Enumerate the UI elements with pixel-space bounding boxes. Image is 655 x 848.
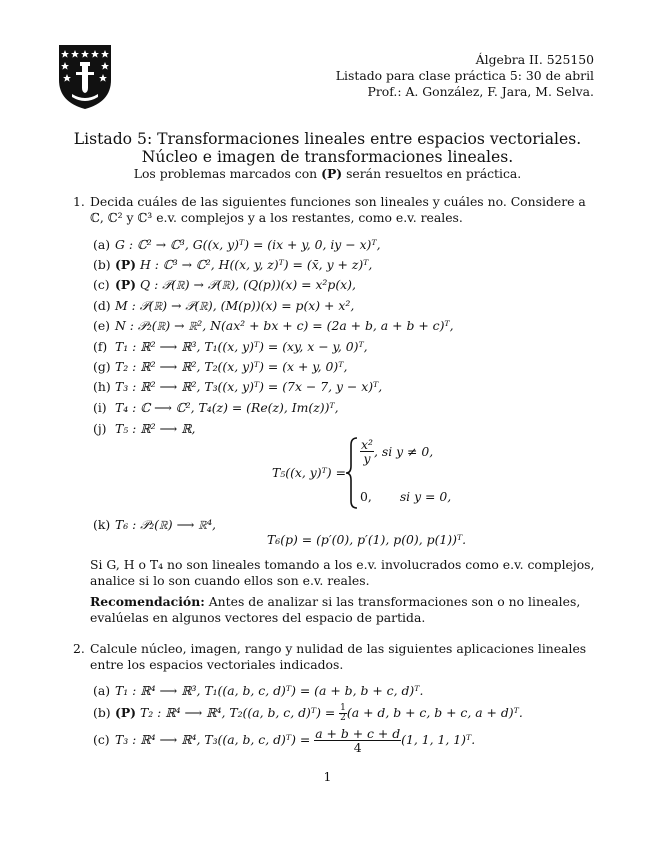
title-line-2: Núcleo e imagen de transformaciones lineales. [141, 148, 514, 166]
p1-item-h: (h) T₃ : ℝ² ⟶ ℝ², T₃((x, y)ᵀ) = (7x − 7, y − x)ᵀ, [93, 379, 383, 394]
p1-item-g: (g) T₂ : ℝ² ⟶ ℝ², T₂((x, y)ᵀ) = (x + y, 0)ᵀ, [93, 359, 348, 374]
p1-item-e: (e) N : 𝒫₂(ℝ) → ℝ², N(ax² + bx + c) = (2a + b, a + b + c)ᵀ, [93, 318, 454, 333]
university-crest-logo [58, 44, 112, 110]
p1-item-k: (k) T₆ : 𝒫₂(ℝ) ⟶ ℝ⁴, [93, 517, 216, 532]
problem-1-intro: Decida cuáles de las siguientes funciones son lineales y cuáles no. Considere a ℂ, ℂ² y ℂ³ e.v. complejos y a los restantes, como e.v. reales. [90, 194, 586, 225]
course-header [336, 52, 594, 100]
page-number: 1 [323, 769, 332, 784]
p1-item-f: (f) T₁ : ℝ² ⟶ ℝ³, T₁((x, y)ᵀ) = (xy, x − y, 0)ᵀ, [93, 339, 368, 354]
problem-1-note: Si G, H o T₄ no son lineales tomando a los e.v. involucrados como e.v. complejos, analice si lo son cuando ellos son e.v. reales. [90, 557, 595, 588]
title-line-3: Los problemas marcados con (P) serán resueltos en práctica. [133, 166, 522, 181]
p2-item-a: (a) T₁ : ℝ⁴ ⟶ ℝ³, T₁((a, b, c, d)ᵀ) = (a + b, b + c, d)ᵀ. [93, 683, 424, 698]
p1-item-a: (a) G : ℂ² → ℂ³, G((x, y)ᵀ) = (ix + y, 0, iy − x)ᵀ, [93, 237, 381, 252]
p1-item-i: (i) T₄ : ℂ ⟶ ℂ², T₄(z) = (Re(z), Im(z))ᵀ, [93, 400, 339, 415]
t5-case-2: 0, si y = 0, [360, 489, 452, 504]
t5-lhs: T₅((x, y)ᵀ) = [272, 465, 346, 480]
session-info: Listado para clase práctica 5: 30 de abril [335, 68, 594, 83]
p2-item-c: (c) T₃ : ℝ⁴ ⟶ ℝ⁴, T₃((a, b, c, d)ᵀ) = $\frac{a + b + c + d}{4}$ (1, 1, 1, 1)ᵀ. [93, 726, 476, 755]
professors: Prof.: A. González, F. Jara, M. Selva. [367, 84, 594, 99]
average-fraction: $\frac{a + b + c + d}{4}$ [315, 726, 401, 755]
problem-1-number: 1. [73, 194, 85, 209]
piecewise-brace [345, 437, 359, 509]
t5-fraction: $\frac{\text{x²}}{y}$ [361, 437, 373, 466]
problem-2-number: 2. [73, 641, 85, 656]
t6-formula: T₆(p) = (p′(0), p′(1), p(0), p(1))ᵀ. [267, 532, 467, 547]
problem-2-intro: Calcule núcleo, imagen, rango y nulidad de las siguientes aplicaciones lineales entre los espacios vectoriales indicados. [90, 641, 587, 672]
p1-item-b: (b) (P) H : ℂ³ → ℂ², H((x, y, z)ᵀ) = (x̄, y + z)ᵀ, [93, 257, 373, 272]
p2-item-b: (b) (P) T₂ : ℝ⁴ ⟶ ℝ⁴, T₂((a, b, c, d)ᵀ) = $\frac{1}{2}$ (a + d, b + c, b + c, a + d)ᵀ. [93, 703, 523, 723]
p1-item-c: (c) (P) Q : 𝒫(ℝ) → 𝒫(ℝ), (Q(p))(x) = x²p(x), [93, 277, 356, 292]
recommendation: Recomendación: Antes de analizar si las transformaciones son o no lineales, evalúelas en algunos vectores del espacio de partida. [90, 594, 581, 625]
p1-item-d: (d) M : 𝒫(ℝ) → 𝒫(ℝ), (M(p))(x) = p(x) + x², [93, 298, 355, 313]
practice-mark: (P) [321, 166, 343, 181]
course-name: Álgebra II. 525150 [475, 52, 594, 67]
title-line-1: Listado 5: Transformaciones lineales entre espacios vectoriales. [73, 130, 582, 148]
p1-item-j: (j) T₅ : ℝ² ⟶ ℝ, [93, 421, 196, 436]
half-fraction: $\frac{1}{2}$ [340, 703, 346, 723]
t5-case-1: $\frac{\text{x²}}{y}$ , si y ≠ 0, [361, 437, 434, 466]
